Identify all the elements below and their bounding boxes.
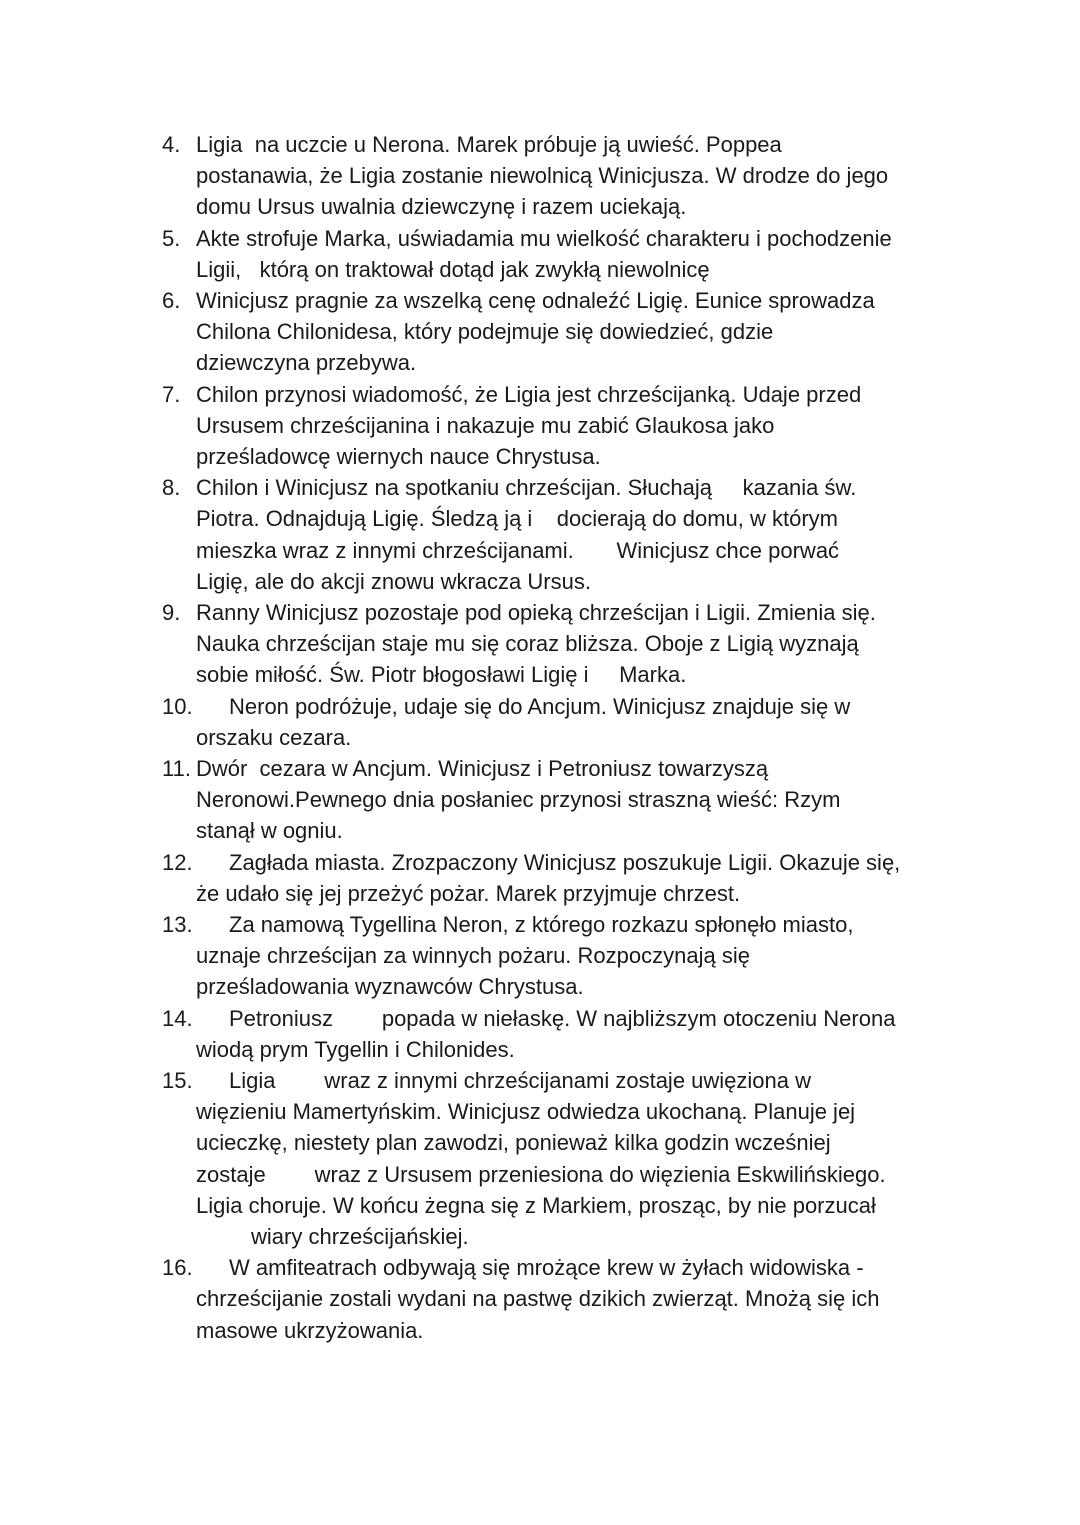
list-item-text-line: Ligia na uczcie u Nerona. Marek próbuje ją uwieść. Poppea (196, 132, 782, 157)
list-item-text-line: Zagłada miasta. Zrozpaczony Winicjusz poszukuje Ligii. Okazuje się, (229, 849, 901, 875)
list-item-text-line: Ligię, ale do akcji znowu wkracza Ursus. (196, 568, 591, 594)
list-item-text-line: Ranny Winicjusz pozostaje pod opieką chrześcijan i Ligii. Zmienia się. (196, 600, 876, 625)
list-item-text-line: ucieczkę, niestety plan zawodzi, ponieważ kilka godzin wcześniej (196, 1130, 831, 1156)
list-item-number: 16. (162, 1255, 193, 1281)
list-item-number: 5. (162, 225, 181, 251)
list-item-text-line: Za namową Tygellina Neron, z którego rozkazu spłonęło miasto, (229, 912, 854, 937)
list-item-text-line: Petroniusz popada w niełaskę. W najbliższym otoczeniu Nerona (229, 1005, 896, 1031)
list-item-text-line: prześladowcę wiernych nauce Chrystusa. (196, 444, 601, 469)
list-item-text-line: że udało się jej przeżyć pożar. Marek przyjmuje chrzest. (196, 880, 741, 906)
list-item-text-line: stanął w ogniu. (196, 818, 343, 844)
list-item-text-line: mieszka wraz z innymi chrześcijanami. Winicjusz chce porwać (196, 537, 840, 563)
list-item-number: 7. (162, 381, 181, 407)
list-item-text-line: Neron podróżuje, udaje się do Ancjum. Winicjusz znajduje się w (229, 693, 851, 719)
list-item-number: 12. (162, 849, 193, 875)
list-item-number: 9. (162, 600, 181, 625)
list-item-number: 4. (162, 132, 181, 157)
list-item-number: 10. (162, 693, 193, 719)
list-item-text-line: Neronowi.Pewnego dnia posłaniec przynosi straszną wieść: Rzym (196, 787, 841, 813)
list-item-number: 15. (162, 1068, 193, 1093)
list-item-text-line: Ligia choruje. W końcu żegna się z Markiem, prosząc, by nie porzucał (196, 1192, 876, 1218)
list-item-text-line: dziewczyna przebywa. (196, 350, 417, 376)
list-item-text-line: sobie miłość. Św. Piotr błogosławi Ligię i Marka. (196, 662, 687, 688)
list-item-text-line: Ligii, którą on traktował dotąd jak zwykłą niewolnicę (196, 256, 710, 282)
list-item-text-line: zostaje wraz z Ursusem przeniesiona do więzienia Eskwilińskiego. (196, 1161, 886, 1187)
list-item-text-line: wiary chrześcijańskiej. (196, 1224, 469, 1249)
list-item-text-line: Ursusem chrześcijanina i nakazuje mu zabić Glaukosa jako (196, 412, 775, 438)
list-item-text-line: więzieniu Mamertyńskim. Winicjusz odwiedza ukochaną. Planuje jej (196, 1099, 856, 1125)
list-item-text-line: prześladowania wyznawców Chrystusa. (196, 974, 584, 1000)
list-item-text-line: W amfiteatrach odbywają się mrożące krew w żyłach widowiska - (229, 1255, 864, 1281)
list-item-text-line: domu Ursus uwalnia dziewczynę i razem uciekają. (196, 194, 687, 220)
list-item-text-line: Ligia wraz z innymi chrześcijanami zostaje uwięziona w (229, 1068, 812, 1093)
list-item-text-line: chrześcijanie zostali wydani na pastwę dzikich zwierząt. Mnożą się ich (196, 1286, 880, 1312)
list-item-number: 13. (162, 912, 193, 937)
list-item-text-line: wiodą prym Tygellin i Chilonides. (196, 1036, 515, 1062)
list-item-text-line: Chilona Chilonidesa, który podejmuje się dowiedzieć, gdzie (196, 319, 774, 345)
list-item-text-line: Chilon przynosi wiadomość, że Ligia jest chrześcijanką. Udaje przed (196, 381, 862, 407)
list-item-text-line: Chilon i Winicjusz na spotkaniu chrześcijan. Słuchają kazania św. (196, 475, 857, 501)
list-item-number: 11. (162, 756, 191, 781)
list-item-text-line: Dwór cezara w Ancjum. Winicjusz i Petroniusz towarzyszą (196, 756, 769, 781)
list-item-text-line: masowe ukrzyżowania. (196, 1317, 424, 1343)
list-item-text-line: Akte strofuje Marka, uświadamia mu wielkość charakteru i pochodzenie (196, 225, 892, 251)
list-item-text-line: Winicjusz pragnie za wszelką cenę odnaleźć Ligię. Eunice sprowadza (196, 288, 875, 313)
list-item-text-line: Piotra. Odnajdują Ligię. Śledzą ją i docierają do domu, w którym (196, 506, 838, 532)
list-item-text-line: uznaje chrześcijan za winnych pożaru. Rozpoczynają się (196, 943, 750, 969)
list-item-text-line: orszaku cezara. (196, 724, 352, 750)
list-item-number: 6. (162, 288, 181, 313)
list-item-number: 8. (162, 475, 181, 501)
list-item-number: 14. (162, 1005, 193, 1031)
list-item-text-line: Nauka chrześcijan staje mu się coraz bliższa. Oboje z Ligią wyznają (196, 631, 859, 657)
list-item-text-line: postanawia, że Ligia zostanie niewolnicą Winicjusza. W drodze do jego (196, 163, 889, 189)
